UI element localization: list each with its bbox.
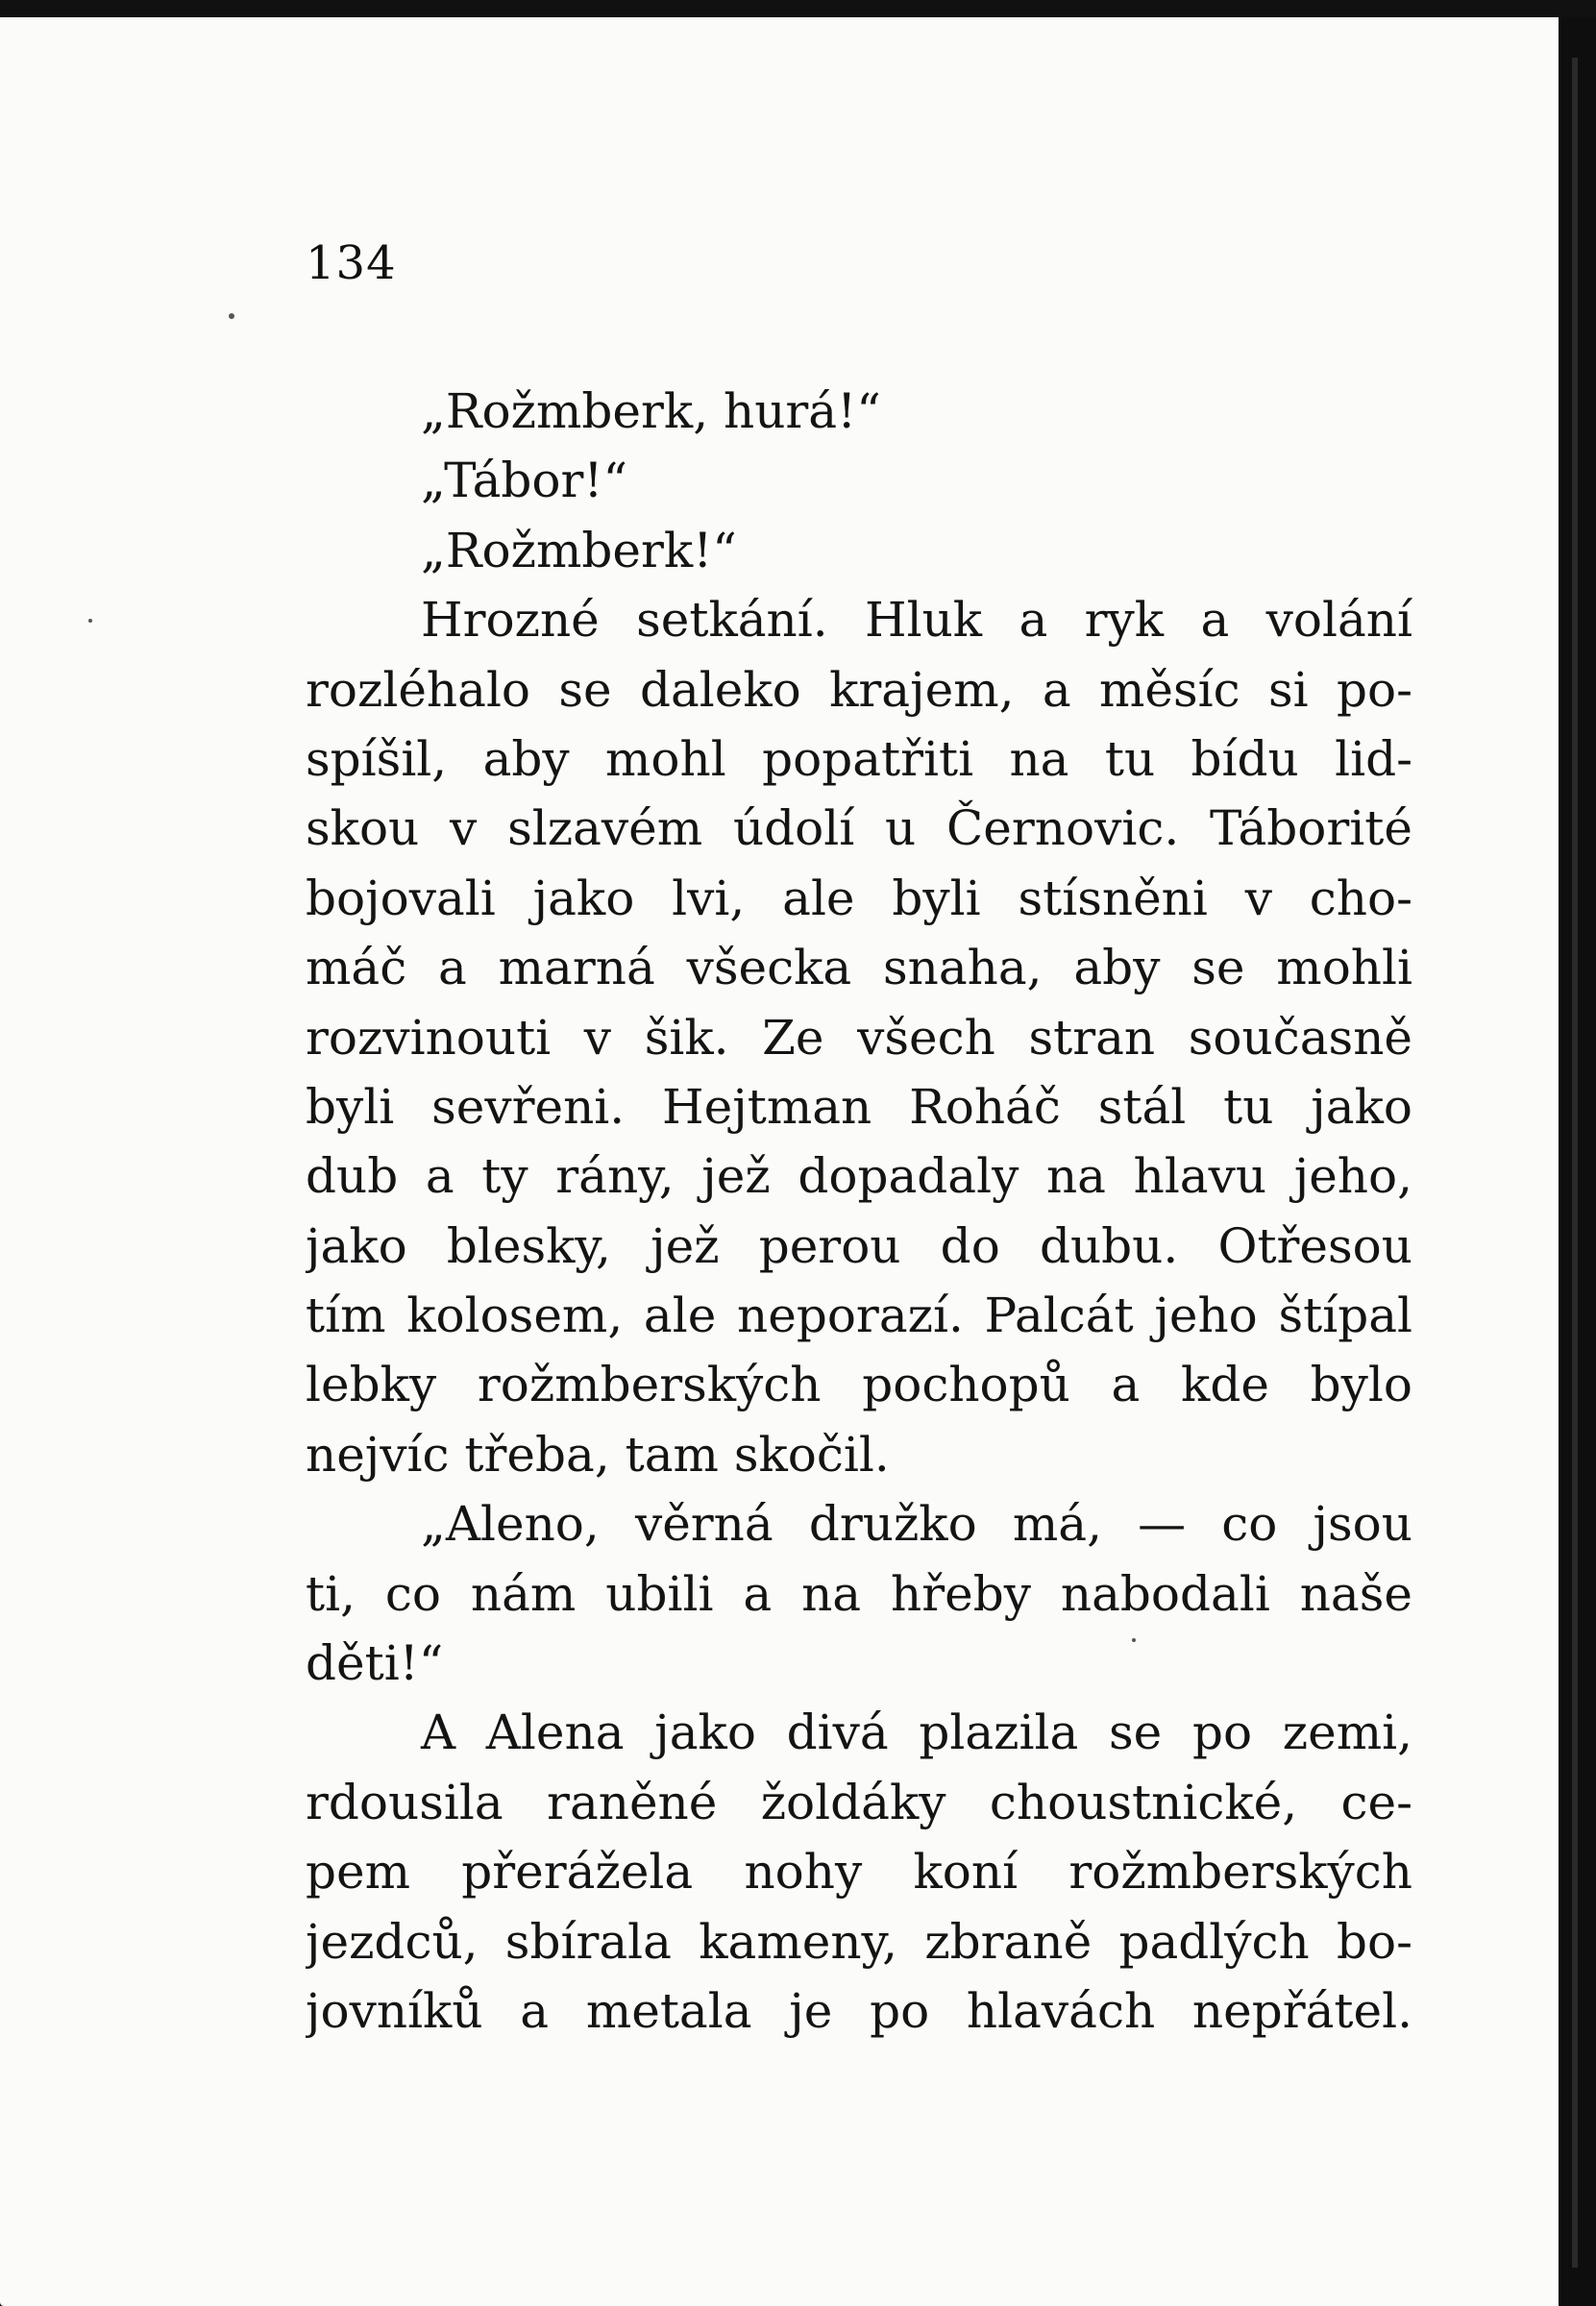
text-line: byli sevřeni. Hejtman Roháč stál tu jako bbox=[306, 1078, 1412, 1135]
text-line: bojovali jako lvi, ale byli stísněni v cho- bbox=[306, 870, 1412, 926]
text-line: Hrozné setkání. Hluk a ryk a volání bbox=[421, 592, 1412, 649]
text-line: lebky rožmberských pochopů a kde bylo bbox=[306, 1357, 1412, 1413]
text-line: pem přerážela nohy koní rožmberských bbox=[306, 1844, 1412, 1901]
text-line: jako blesky, jež perou do dubu. Otřesou bbox=[306, 1217, 1412, 1274]
text-line: „Tábor!“ bbox=[421, 453, 628, 509]
text-line: rozléhalo se daleko krajem, a měsíc si po- bbox=[306, 661, 1412, 718]
text-line: jezdců, sbírala kameny, zbraně padlých bo- bbox=[306, 1913, 1412, 1970]
text-line: rozvinouti v šik. Ze všech stran současně bbox=[306, 1009, 1412, 1066]
text-line: nejvíc třeba, tam skočil. bbox=[306, 1426, 890, 1483]
text-line: dub a ty rány, jež dopadaly na hlavu jeho, bbox=[306, 1148, 1412, 1205]
text-line: rdousila raněné žoldáky choustnické, ce- bbox=[306, 1774, 1412, 1830]
scan-speck bbox=[229, 313, 234, 319]
text-line: tím kolosem, ale neporazí. Palcát jeho štípal bbox=[306, 1288, 1412, 1344]
text-line: ti, co nám ubili a na hřeby nabodali naše bbox=[306, 1565, 1412, 1622]
text-line: spíšil, aby mohl popatřiti na tu bídu lid- bbox=[306, 730, 1412, 787]
text-line: máč a marná všecka snaha, aby se mohli bbox=[306, 940, 1412, 996]
scan-speck bbox=[1132, 1638, 1136, 1642]
text-line: „Rožmberk!“ bbox=[421, 522, 737, 578]
text-line: děti!“ bbox=[306, 1635, 444, 1692]
text-line: „Rožmberk, hurá!“ bbox=[421, 383, 881, 439]
body-text bbox=[306, 377, 1412, 2046]
page-number: 134 bbox=[306, 236, 397, 290]
text-line: „Aleno, věrná družko má, — co jsou bbox=[421, 1496, 1412, 1553]
text-line: A Alena jako divá plazila se po zemi, bbox=[421, 1705, 1412, 1761]
text-line: skou v slzavém údolí u Černovic. Táborité bbox=[306, 800, 1412, 857]
binding-shadow bbox=[1572, 58, 1578, 2268]
text-line: jovníků a metala je po hlavách nepřátel. bbox=[306, 1982, 1412, 2039]
book-page bbox=[0, 17, 1559, 2306]
scan-speck bbox=[88, 619, 92, 623]
